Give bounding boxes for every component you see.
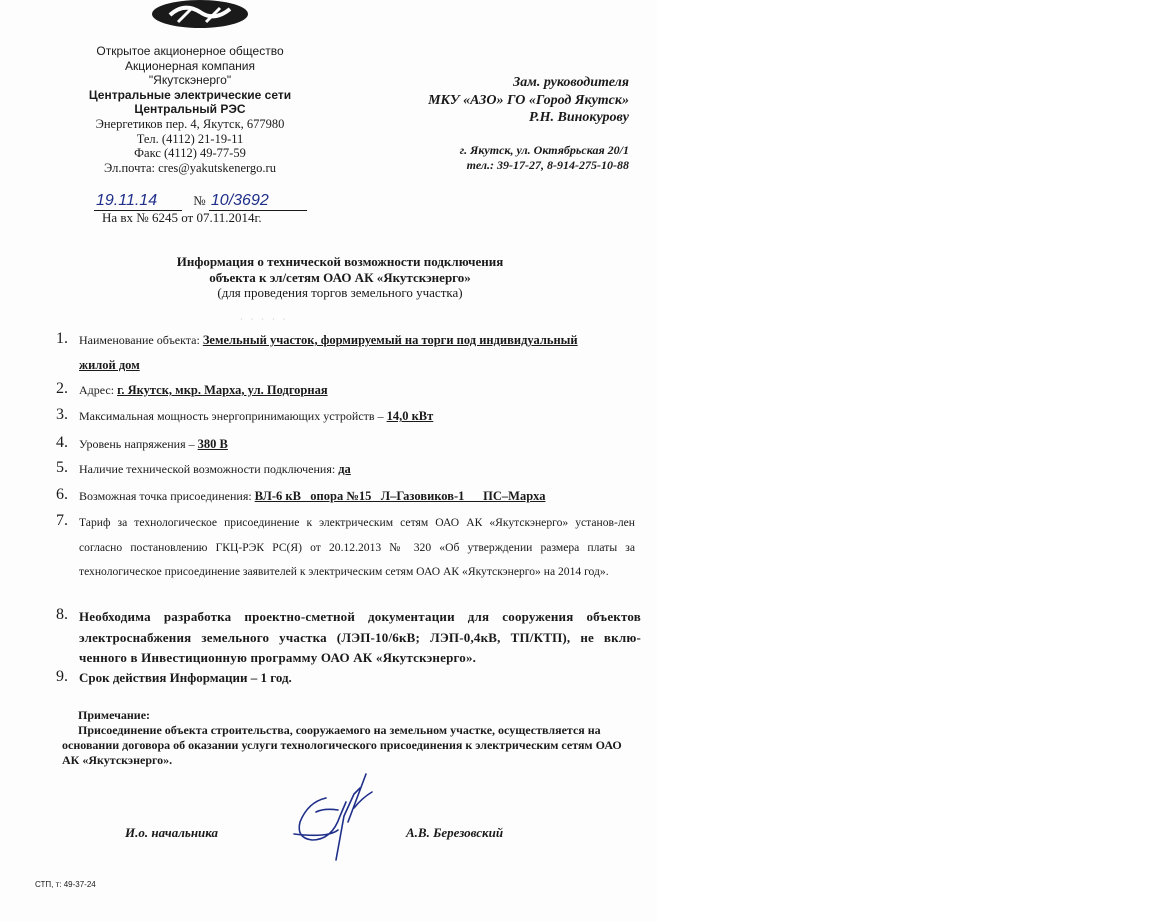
sender-org-line: Акционерная компания: [125, 58, 255, 73]
company-logo: [148, 0, 252, 30]
item-value: 380 В: [197, 437, 228, 451]
recipient-line: Зам. руководителя: [513, 75, 629, 90]
list-item: [56, 380, 640, 402]
item-paragraph: Тариф за технологическое присоединение к электрическим сетям ОАО АК «Якутскэнерго» установ-лен согласно постановлению ГКЦ-РЭК РС(Я) от 20.12.2013 № 320 «Об утверждении размера платы за технологическое присоединение заявителей к электрическим сетям ОАО АК «Якутскэнерго» на 2014 год».: [79, 516, 635, 578]
outgoing-date: 19.11.14: [94, 192, 182, 211]
item-number: 4.: [56, 434, 68, 451]
sender-division: Центральные электрические сети: [88, 87, 292, 102]
item-number: 6.: [56, 486, 68, 503]
item-number: 1.: [56, 330, 68, 347]
recipient-address: г. Якутск, ул. Октябрьская 20/1: [459, 142, 629, 157]
item-text: [79, 437, 228, 452]
title-subline: (для проведения торгов земельного участка): [217, 285, 463, 300]
recipient-line: Р.Н. Винокурову: [528, 110, 629, 125]
list-item: [56, 486, 640, 508]
incoming-reference: На вх № 6245 от 07.11.2014г.: [102, 210, 262, 225]
note-heading: Примечание:: [78, 708, 151, 722]
item-label: Наименование объекта:: [79, 333, 203, 347]
item-value: Земельный участок, формируемый на торги под индивидуальный: [202, 333, 578, 347]
item-label: Максимальная мощность энергопринимающих устройств –: [79, 409, 387, 423]
footer-contact: СТП, т: 49-37-24: [35, 880, 96, 889]
item-number: 8.: [56, 606, 68, 623]
item-paragraph: Необходима разработка проектно-сметной документации для сооружения объектов электроснабжения земельного участка (ЛЭП-10/6кВ; ЛЭП-0,4кВ, ТП/КТП), не вклю-ченного в Инвестиционную программу ОАО АК «Якутскэнерго».: [79, 609, 641, 665]
note-text: Присоединение объекта строительства, сооружаемого на земельном участке, осуществляется на основании договора об оказании услуги технологического присоединения к электрическим сетям ОАО АК «Якутскэнерго».: [62, 723, 622, 767]
sender-email: Эл.почта: cres@yakutskenergo.ru: [104, 160, 276, 175]
sender-address: Энергетиков пер. 4, Якутск, 677980: [95, 116, 285, 131]
item-value: г. Якутск, мкр. Марха, ул. Подгорная: [117, 383, 328, 397]
recipient-block: [428, 74, 629, 173]
item-label: Наличие технической возможности подключения:: [79, 462, 339, 476]
item-number: 9.: [56, 668, 68, 685]
item-number: 5.: [56, 459, 68, 476]
item-label: Уровень напряжения –: [79, 437, 198, 451]
item-value: 14,0 кВт: [386, 409, 434, 423]
outgoing-number-label: №: [193, 193, 206, 208]
sender-block: [60, 44, 320, 175]
item-number: 2.: [56, 380, 68, 397]
outgoing-number: 10/3692: [209, 192, 307, 211]
item-value: жилой дом: [79, 358, 140, 372]
sender-org-line: "Якутскэнерго": [148, 73, 232, 88]
item-paragraph: Срок действия Информации – 1 год.: [79, 670, 292, 685]
list-item: [56, 459, 640, 481]
list-item: [56, 330, 640, 378]
item-value: ВЛ-6 кВ опора №15 Л–Газовиков-1 ПС–Марха: [254, 489, 546, 503]
list-item: [56, 406, 640, 428]
item-number: 3.: [56, 406, 68, 423]
signatory-name: А.В. Березовский: [406, 825, 504, 840]
sender-unit: Центральный РЭС: [134, 102, 246, 117]
sender-org-line: Открытое акционерное общество: [96, 44, 284, 58]
signatory-position: И.о. начальника: [125, 825, 219, 840]
recipient-line: МКУ «АЗО» ГО «Город Якутск»: [428, 92, 629, 108]
item-text: [79, 383, 328, 398]
sender-fax: Факс (4112) 49-77-59: [134, 146, 246, 161]
item-value: да: [338, 462, 351, 476]
recipient-phone: тел.: 39-17-27, 8-914-275-10-88: [466, 157, 629, 172]
item-text: [79, 409, 433, 424]
list-item: [56, 434, 640, 456]
title-line: Информация о технической возможности подключения: [176, 254, 504, 269]
handwritten-signature: [288, 768, 384, 866]
document-title: [60, 254, 620, 301]
item-label: Адрес:: [79, 383, 118, 397]
title-line: объекта к эл/сетям ОАО АК «Якутскэнерго»: [209, 269, 471, 285]
item-number: 7.: [56, 512, 68, 529]
item-text: [79, 333, 578, 348]
item-label: Возможная точка присоединения:: [79, 489, 255, 503]
sender-phone: Тел. (4112) 21-19-11: [136, 131, 244, 146]
scan-dots: · · · · ·: [240, 315, 289, 324]
item-text: [79, 462, 351, 477]
outgoing-line: [94, 192, 307, 211]
item-text: [79, 489, 546, 504]
note-block: [62, 708, 642, 768]
item-text-cont: [79, 358, 140, 373]
